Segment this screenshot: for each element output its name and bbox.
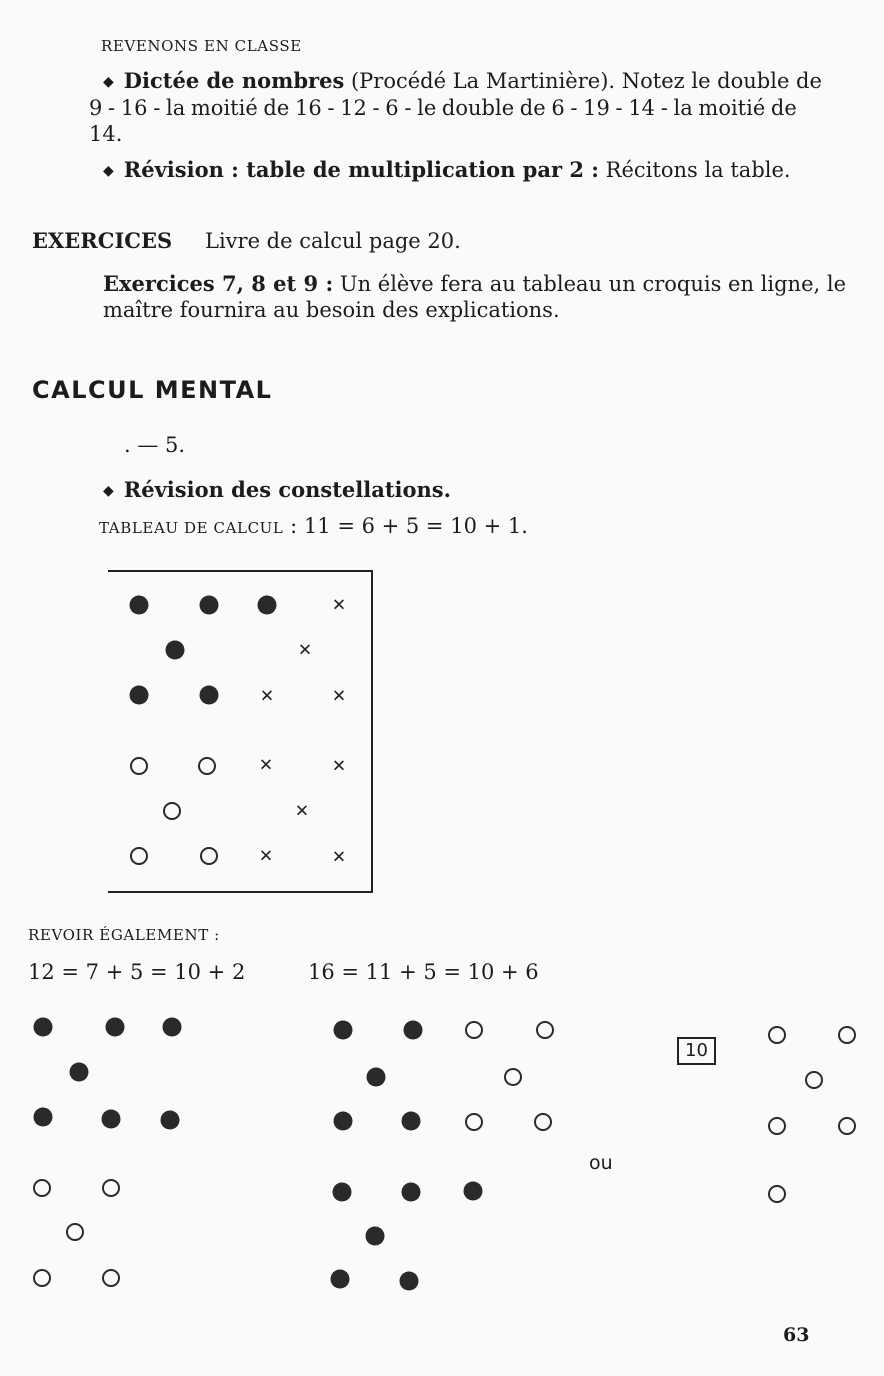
filled-dot [161, 1111, 180, 1130]
constellation-box [108, 570, 373, 893]
filled-dot [200, 686, 219, 705]
revoir-label: REVOIR ÉGALEMENT : [28, 926, 220, 944]
filled-dot [400, 1272, 419, 1291]
revision-table-line [103, 157, 791, 184]
empty-circle [163, 802, 181, 820]
empty-circle [534, 1113, 552, 1131]
filled-dot [334, 1021, 353, 1040]
tableau-label: TABLEAU DE CALCUL [99, 519, 284, 537]
exercices-line2: maître fournira au besoin des explications. [103, 298, 560, 322]
lesson-number: . — 5. [124, 433, 186, 457]
tableau-equation: : 11 = 6 + 5 = 10 + 1. [283, 514, 528, 538]
dictee-paragraph [89, 68, 822, 147]
cross-mark: ✕ [331, 595, 347, 616]
empty-circle [102, 1179, 120, 1197]
cross-mark: ✕ [331, 686, 347, 707]
exercices-book-ref: Livre de calcul page 20. [205, 229, 461, 253]
filled-dot [166, 641, 185, 660]
empty-circle [465, 1021, 483, 1039]
filled-dot [34, 1108, 53, 1127]
empty-circle [33, 1269, 51, 1287]
tableau-line [99, 513, 528, 539]
empty-circle [130, 847, 148, 865]
ou-label: ou [589, 1152, 613, 1174]
diamond-bullet-icon: ◆ [103, 483, 114, 499]
filled-dot [333, 1183, 352, 1202]
section-heading-revenons: REVENONS EN CLASSE [101, 37, 302, 55]
empty-circle [838, 1117, 856, 1135]
empty-circle [536, 1021, 554, 1039]
revision-table-text: Récitons la table. [599, 158, 791, 182]
exercices-title: Exercices 7, 8 et 9 : [103, 271, 334, 296]
filled-dot [366, 1227, 385, 1246]
empty-circle [198, 757, 216, 775]
empty-circle [465, 1113, 483, 1131]
empty-circle [838, 1026, 856, 1044]
section-heading-calcul-mental: CALCUL MENTAL [32, 376, 273, 404]
empty-circle [33, 1179, 51, 1197]
cross-mark: ✕ [258, 755, 274, 776]
filled-dot [402, 1183, 421, 1202]
section-heading-exercices: EXERCICES [32, 228, 173, 253]
empty-circle [504, 1068, 522, 1086]
cross-mark: ✕ [331, 756, 347, 777]
filled-dot [367, 1068, 386, 1087]
filled-dot [34, 1018, 53, 1037]
empty-circle [66, 1223, 84, 1241]
diamond-bullet-icon: ◆ [103, 74, 114, 90]
empty-circle [805, 1071, 823, 1089]
empty-circle [768, 1026, 786, 1044]
constellations-line [103, 477, 451, 504]
empty-circle [102, 1269, 120, 1287]
filled-dot [163, 1018, 182, 1037]
dictee-line2: 9 - 16 - la moitié de 16 - 12 - 6 - le double de 6 - 19 - 14 - la moitié de [89, 96, 797, 120]
filled-dot [331, 1270, 350, 1289]
filled-dot [464, 1182, 483, 1201]
diamond-bullet-icon: ◆ [103, 163, 114, 179]
empty-circle [130, 757, 148, 775]
filled-dot [402, 1112, 421, 1131]
cross-mark: ✕ [258, 846, 274, 867]
exercices-paragraph [103, 271, 846, 323]
page-number: 63 [783, 1324, 810, 1346]
cross-mark: ✕ [259, 686, 275, 707]
empty-circle [200, 847, 218, 865]
equation-12: 12 = 7 + 5 = 10 + 2 [28, 960, 246, 984]
cross-mark: ✕ [294, 801, 310, 822]
filled-dot [404, 1021, 423, 1040]
filled-dot [200, 596, 219, 615]
ten-box: 10 [677, 1037, 716, 1065]
empty-circle [768, 1117, 786, 1135]
dictee-line1: (Procédé La Martinière). Notez le double de [344, 69, 822, 93]
filled-dot [258, 596, 277, 615]
filled-dot [102, 1110, 121, 1129]
filled-dot [130, 686, 149, 705]
dictee-title: Dictée de nombres [123, 68, 345, 93]
equation-16: 16 = 11 + 5 = 10 + 6 [308, 960, 539, 984]
revision-table-title: Révision : table de multiplication par 2 : [123, 157, 599, 182]
cross-mark: ✕ [331, 847, 347, 868]
filled-dot [106, 1018, 125, 1037]
empty-circle [768, 1185, 786, 1203]
exercices-line1: Un élève fera au tableau un croquis en ligne, le [333, 272, 846, 296]
dictee-line3: 14. [89, 122, 123, 146]
filled-dot [70, 1063, 89, 1082]
filled-dot [334, 1112, 353, 1131]
constellations-title: Révision des constellations. [123, 477, 451, 502]
cross-mark: ✕ [297, 640, 313, 661]
filled-dot [130, 596, 149, 615]
